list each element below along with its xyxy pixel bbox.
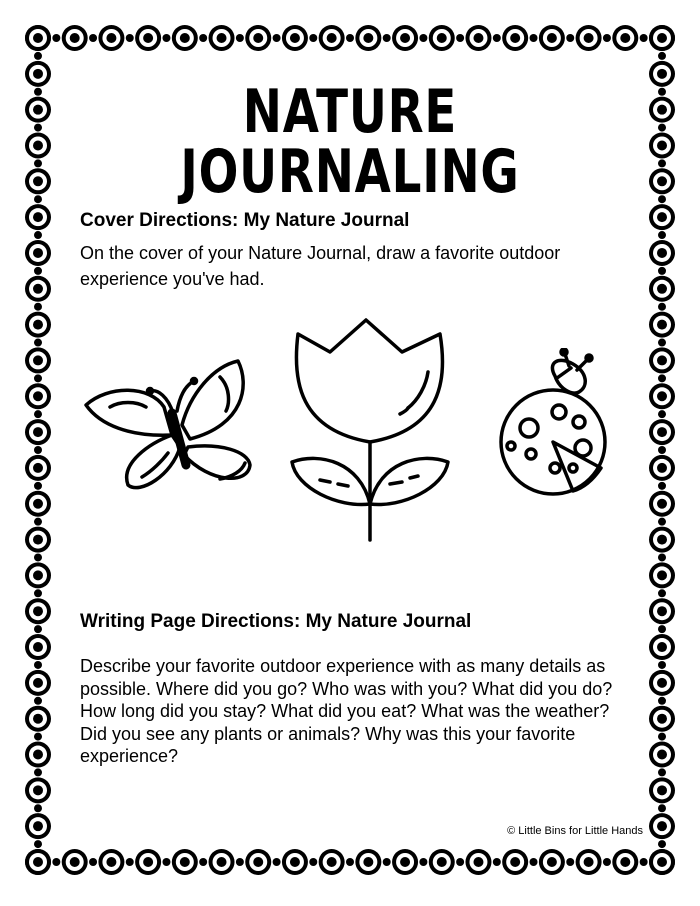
cover-directions-heading: Cover Directions: My Nature Journal bbox=[80, 210, 410, 231]
writing-directions-heading: Writing Page Directions: My Nature Journal bbox=[80, 611, 472, 632]
ladybug-icon bbox=[497, 348, 613, 496]
butterfly-icon bbox=[80, 355, 260, 500]
writing-directions-text: Describe your favorite outdoor experience with as many details as possible. Where did you go? Who was with you? What did you do? How long did you stay? What did you eat? What was the weather? Did you see any plants or animals? Why was this your favorite experience? bbox=[80, 656, 613, 766]
page-title: NATURE JOURNALING bbox=[180, 77, 520, 207]
copyright-notice: © Little Bins for Little Hands bbox=[507, 825, 643, 837]
tulip-icon bbox=[290, 312, 450, 542]
cover-directions-text: On the cover of your Nature Journal, draw a favorite outdoor experience you've had. bbox=[80, 243, 561, 289]
